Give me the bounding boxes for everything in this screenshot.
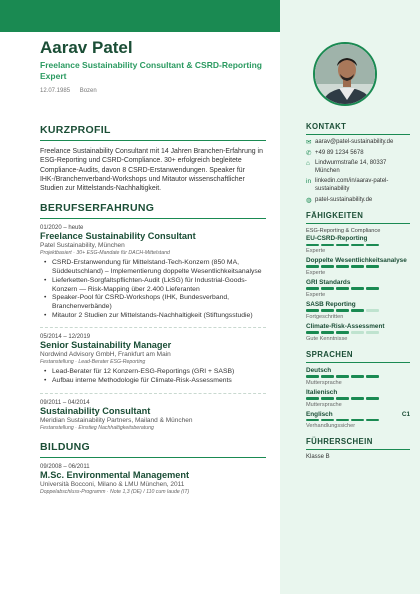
section-divider (40, 140, 266, 141)
level-segment (321, 375, 334, 378)
level-segment (351, 331, 364, 334)
level-segment (366, 397, 379, 400)
skill-name: Doppelte Wesentlichkeitsanalyse (306, 257, 407, 265)
level-segment (336, 397, 349, 400)
job-note: Festanstellung · Einstieg Nachhaltigkeitsberatung (40, 424, 154, 431)
section-divider (40, 218, 266, 219)
level-indicator (306, 265, 410, 268)
birthdate: 12.07.1985 (40, 88, 71, 94)
level-segment (336, 331, 349, 334)
language-label: Italienisch (306, 388, 338, 396)
language-level-label: Verhandlungssicher (306, 423, 356, 430)
level-segment (306, 244, 319, 247)
skill-category: ESG-Reporting & Compliance (306, 228, 381, 235)
profile-photo (313, 42, 377, 106)
level-segment (336, 287, 349, 290)
contact-text: aarav@patel-sustainability.de (315, 139, 394, 145)
job-entry (40, 334, 266, 385)
level-indicator (306, 375, 410, 378)
level-segment (321, 244, 334, 247)
job-separator (40, 327, 266, 328)
section-divider (306, 223, 410, 224)
level-indicator (306, 331, 410, 334)
level-segment (351, 375, 364, 378)
skill-name: EU-CSRD-Reporting (306, 235, 368, 243)
level-segment (366, 419, 379, 422)
language-list (306, 367, 410, 431)
main-column (40, 124, 266, 503)
level-segment (366, 265, 379, 268)
job-dates: 09/2011 – 04/2014 (40, 399, 90, 406)
language-item (306, 389, 410, 409)
skill-item (306, 323, 410, 343)
job-bullet: • Lieferketten-Sorgfaltspflichten-Audit (LkSG) für Industrial-Goods-Konzern — Risk-Mapping über 2.400 Lieferanten (40, 277, 266, 294)
job-bullet: • Aufbau interne Methodologie für Climate-Risk-Assessments (40, 377, 266, 386)
contact-item[interactable] (306, 139, 410, 147)
level-segment (366, 287, 379, 290)
location-icon: ⌂ (306, 160, 310, 168)
job-company: Meridian Sustainability Partners, Mailand & München (40, 416, 193, 424)
job-company: Nordwind Advisory GmbH, Frankfurt am Main (40, 351, 171, 359)
level-segment (366, 244, 379, 247)
level-segment (351, 287, 364, 290)
level-segment (306, 419, 319, 422)
level-segment (351, 419, 364, 422)
language-level-label: Muttersprache (306, 379, 342, 386)
candidate-name: Aarav Patel (40, 38, 133, 57)
job-separator (40, 393, 266, 394)
job-dates: 01/2020 – heute (40, 225, 84, 232)
linkedin-icon: in (306, 178, 312, 186)
level-segment (306, 397, 319, 400)
contact-text: linkedin.com/in/aarav-patel-sustainability (315, 178, 389, 192)
skill-level-label: Experte (306, 291, 326, 298)
language-label: Deutsch (306, 366, 332, 374)
skill-name: SASB Reporting (306, 300, 356, 308)
language-level-badge: C1 (401, 410, 410, 418)
section-divider (306, 362, 410, 363)
license-class: Klasse B (306, 454, 330, 461)
skill-level-label: Experte (306, 248, 326, 255)
level-segment (336, 419, 349, 422)
education-school: Università Bocconi, Milano & LMU München, 2011 (40, 480, 185, 488)
section-title-experience: BERUFSERFAHRUNG (40, 202, 155, 215)
section-title-education: BILDUNG (40, 440, 90, 453)
skill-item (306, 257, 410, 277)
level-segment (306, 375, 319, 378)
section-title-license: FÜHRERSCHEIN (306, 437, 373, 447)
section-title-languages: SPRACHEN (306, 349, 353, 359)
contact-item[interactable] (306, 197, 410, 205)
job-dates: 05/2014 – 12/2019 (40, 334, 91, 341)
level-indicator (306, 244, 410, 247)
section-title-skills: FÄHIGKEITEN (306, 211, 364, 221)
language-name (306, 389, 410, 396)
job-title: Senior Sustainability Manager (40, 340, 172, 351)
level-segment (306, 331, 319, 334)
level-segment (321, 419, 334, 422)
level-segment (366, 331, 379, 334)
level-segment (321, 331, 334, 334)
contact-text: patel-sustainability.de (315, 196, 373, 203)
level-indicator (306, 419, 410, 422)
job-bullet: • Speaker-Pool für CSRD-Workshops (IHK, Bundesverband, Branchenverbände) (40, 294, 266, 311)
job-company: Patel Sustainability, München (40, 242, 125, 250)
language-level-label: Muttersprache (306, 401, 342, 408)
education-note: Doppelabschluss-Programm · Note 1,3 (DE) / 110 cum laude (IT) (40, 488, 190, 495)
level-segment (321, 287, 334, 290)
level-segment (336, 309, 349, 312)
job-note: Projektbasiert · 30+ ESG-Mandate für DACH-Mittelstand (40, 250, 170, 257)
skill-level-label: Fortgeschritten (306, 313, 344, 320)
section-divider (306, 449, 410, 450)
skill-name: Climate-Risk-Assessment (306, 322, 385, 330)
level-segment (306, 287, 319, 290)
skill-level-label: Experte (306, 269, 326, 276)
level-segment (351, 244, 364, 247)
web-icon: ◍ (306, 196, 312, 204)
level-segment (336, 265, 349, 268)
section-title-profile: KURZPROFIL (40, 124, 111, 136)
contact-list (306, 139, 410, 204)
contact-item[interactable] (306, 150, 410, 158)
phone-icon: ✆ (306, 149, 312, 157)
level-segment (306, 309, 319, 312)
job-title: Sustainability Consultant (40, 405, 151, 416)
level-segment (366, 309, 379, 312)
candidate-headline: Freelance Sustainability Consultant & CSRD-Reporting Expert (40, 60, 262, 81)
language-name (306, 367, 410, 374)
level-segment (351, 265, 364, 268)
city: Bozen (79, 88, 97, 94)
contact-text: Lindwurmstraße 14, 80337 München (315, 160, 387, 174)
language-item (306, 411, 410, 431)
level-segment (336, 244, 349, 247)
level-indicator (306, 397, 410, 400)
contact-item[interactable] (306, 160, 410, 175)
skill-name: GRI Standards (306, 278, 351, 286)
level-segment (351, 309, 364, 312)
level-indicator (306, 309, 410, 312)
language-label: Englisch (306, 410, 333, 418)
job-bullet: • Lead-Berater für 12 Konzern-ESG-Reportings (GRI + SASB) (40, 368, 266, 377)
skill-item (306, 228, 410, 255)
job-entry (40, 225, 266, 320)
section-divider (306, 134, 410, 135)
skill-item (306, 279, 410, 299)
skill-list (306, 228, 410, 343)
level-segment (366, 375, 379, 378)
level-segment (321, 397, 334, 400)
language-item (306, 367, 410, 387)
skill-level-label: Gute Kenntnisse (306, 335, 348, 342)
contact-text: +49 89 1234 5678 (315, 149, 364, 156)
level-segment (336, 375, 349, 378)
personal-meta (40, 88, 270, 94)
education-degree: M.Sc. Environmental Management (40, 469, 190, 480)
mail-icon: ✉ (306, 139, 312, 146)
job-note: Festanstellung · Lead-Berater ESG-Reporting (40, 359, 146, 366)
job-bullet: • Mitautor 2 Studien zur Mittelstands-Nachhaltigkeit (Stiftungsstudie) (40, 312, 266, 321)
level-segment (306, 265, 319, 268)
contact-item[interactable] (306, 178, 410, 193)
level-segment (351, 397, 364, 400)
section-divider (40, 457, 266, 458)
profile-summary: Freelance Sustainability Consultant mit 14 Jahren Branchen-Erfahrung in ESG-Reporting und CSRD-Compliance. 30+ erfolgreich begleitete Compliance-Audits, davon 8 CSRD-Erstanwendungen. Speaker für IHK-/Branchenverband-Workshops und Mitautor wissenschaftlicher Studien zur Mittelstands-Nachhaltigkeit. (40, 148, 263, 193)
education-entry (40, 464, 266, 496)
level-segment (321, 309, 334, 312)
language-name (306, 411, 410, 418)
sidebar-column (306, 122, 410, 461)
job-entry (40, 400, 266, 432)
level-segment (321, 265, 334, 268)
education-dates: 09/2008 – 06/2011 (40, 463, 90, 470)
job-bullet: • CSRD-Erstanwendung für Mittelstand-Tech-Konzern (850 MA, Süddeutschland) – Implementierung doppelte Wesentlichkeitsanalyse (40, 259, 266, 276)
job-title: Freelance Sustainability Consultant (40, 231, 196, 242)
job-bullets (40, 368, 266, 385)
job-bullets (40, 259, 266, 320)
level-indicator (306, 287, 410, 290)
section-title-contact: KONTAKT (306, 122, 347, 131)
skill-item (306, 301, 410, 321)
resume-header (40, 38, 270, 94)
